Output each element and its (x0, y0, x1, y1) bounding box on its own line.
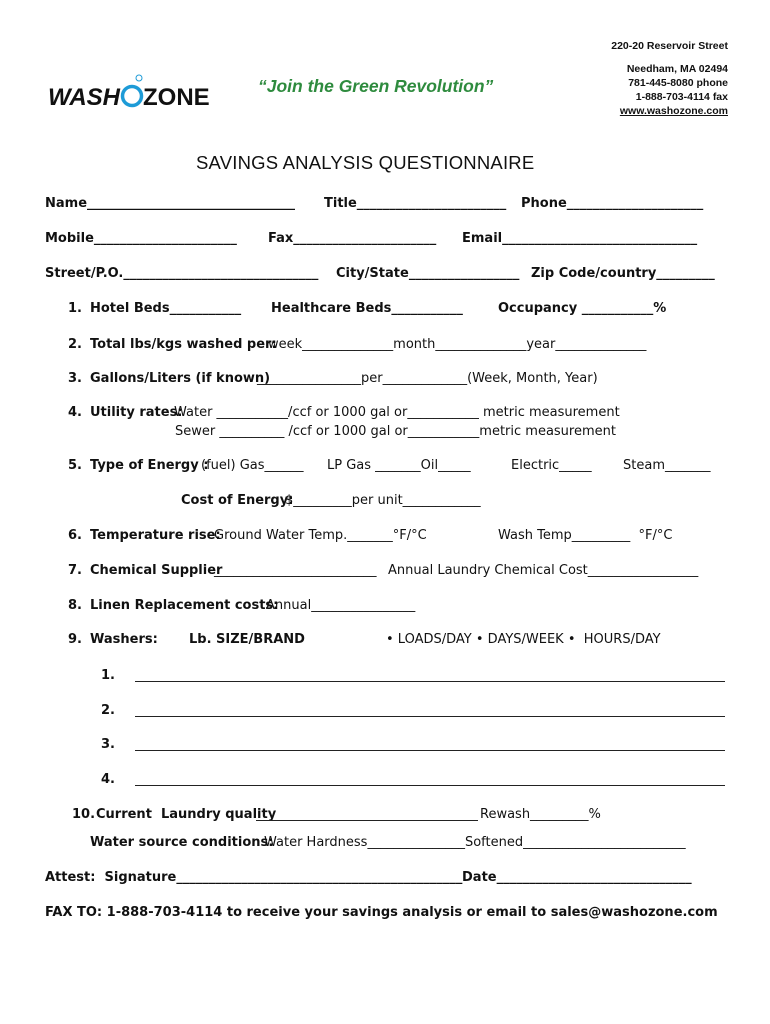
page-title: SAVINGS ANALYSIS QUESTIONNAIRE (196, 152, 535, 173)
q10-number: 10. (72, 807, 96, 822)
washer-row-number: 4. (101, 772, 115, 787)
q8-number: 8. (68, 598, 82, 613)
q2-label: Total lbs/kgs washed per: (90, 337, 277, 352)
name-field[interactable]: Name________________________________ (45, 196, 296, 211)
q9-label: Washers: (90, 632, 158, 647)
address-fax: 1-888-703-4114 fax (635, 91, 728, 103)
city-state-field[interactable]: City/State_________________ (336, 266, 520, 281)
q6-number: 6. (68, 528, 82, 543)
washer-row-number: 3. (101, 737, 115, 752)
q5-label: Type of Energy : (90, 458, 209, 473)
wash-temp-field[interactable]: Wash Temp_________ °F/°C (498, 528, 673, 543)
fax-instructions: FAX TO: 1-888-703-4114 to receive your savings analysis or email to sales@washozone.com (45, 905, 718, 920)
q8-label: Linen Replacement costs: (90, 598, 279, 613)
address-phone: 781-445-8080 phone (628, 77, 728, 89)
rewash-field[interactable]: Rewash_________% (480, 807, 601, 822)
washer-row-4-line[interactable] (135, 785, 725, 786)
gas-field[interactable]: (fuel) Gas______ (201, 458, 304, 473)
steam-field[interactable]: Steam_______ (623, 458, 711, 473)
address-street: 220-20 Reservoir Street (611, 40, 728, 52)
washer-row-number: 2. (101, 703, 115, 718)
date-field[interactable]: Date______________________________ (462, 870, 692, 885)
email-field[interactable]: Email______________________________ (462, 231, 698, 246)
lbs-washed-field[interactable]: week______________month______________year______________ (268, 337, 647, 352)
chemical-cost-field[interactable]: Annual Laundry Chemical Cost_________________ (388, 563, 699, 578)
q10-label: Current Laundry quality (96, 807, 277, 822)
gallons-field[interactable]: ________________per_____________(Week, Month, Year) (257, 371, 598, 386)
laundry-quality-line[interactable] (256, 820, 478, 821)
logo-bubble-icon (136, 75, 142, 81)
fax-field[interactable]: Fax______________________ (268, 231, 437, 246)
website-link[interactable]: www.washozone.com (619, 105, 728, 117)
tagline: “Join the Green Revolution” (258, 76, 494, 96)
lp-gas-oil-field[interactable]: LP Gas _______Oil_____ (327, 458, 471, 473)
water-hardness-field[interactable]: Water Hardness_______________Softened_________________________ (264, 835, 686, 850)
ground-water-temp-field[interactable]: Ground Water Temp._______°F/°C (214, 528, 427, 543)
size-brand-header: Lb. SIZE/BRAND (189, 632, 305, 647)
title-field[interactable]: Title_______________________ (324, 196, 507, 211)
occupancy-field[interactable]: Occupancy ___________% (498, 301, 667, 316)
washer-row-number: 1. (101, 668, 115, 683)
washer-row-1-line[interactable] (135, 681, 725, 682)
q3-label: Gallons/Liters (if known) (90, 371, 271, 386)
q4-number: 4. (68, 405, 82, 420)
q7-label: Chemical Supplier (90, 563, 223, 578)
q6-label: Temperature rise: (90, 528, 221, 543)
linen-cost-field[interactable]: Annual________________ (266, 598, 416, 613)
q1-number: 1. (68, 301, 82, 316)
sewer-rate-field[interactable]: Sewer __________ /ccf or 1000 gal or___________metric measurement (175, 424, 616, 439)
healthcare-beds-field[interactable]: Healthcare Beds___________ (271, 301, 463, 316)
q3-number: 3. (68, 371, 82, 386)
q7-number: 7. (68, 563, 82, 578)
zip-country-field[interactable]: Zip Code/country_________ (531, 266, 715, 281)
street-field[interactable]: Street/P.O.______________________________ (45, 266, 319, 281)
signature-field[interactable]: Attest: Signature____________________________________________ (45, 870, 463, 885)
cost-energy-label: Cost of Energy: (181, 493, 298, 508)
washer-row-3-line[interactable] (135, 750, 725, 751)
logo-wash-text: WASH (48, 84, 120, 111)
hotel-beds-field[interactable]: Hotel Beds___________ (90, 301, 242, 316)
water-source-label: Water source conditions: (90, 835, 274, 850)
address-city: Needham, MA 02494 (626, 63, 728, 75)
q9-number: 9. (68, 632, 82, 647)
water-rate-field[interactable]: Water ___________/ccf or 1000 gal or___________ metric measurement (174, 405, 620, 420)
washer-row-2-line[interactable] (135, 716, 725, 717)
logo-zone-text: ZONE (143, 84, 210, 111)
q2-number: 2. (68, 337, 82, 352)
washer-columns-header: • LOADS/DAY • DAYS/WEEK • HOURS/DAY (386, 632, 661, 647)
q4-label: Utility rates: (90, 405, 183, 420)
mobile-field[interactable]: Mobile______________________ (45, 231, 237, 246)
cost-energy-field[interactable]: $_________per unit____________ (285, 493, 481, 508)
q5-number: 5. (68, 458, 82, 473)
electric-field[interactable]: Electric_____ (511, 458, 592, 473)
chemical-supplier-field[interactable]: _________________________ (214, 563, 377, 578)
phone-field[interactable]: Phone_____________________ (521, 196, 704, 211)
washozone-logo (48, 72, 220, 112)
logo-o-icon (123, 87, 142, 106)
